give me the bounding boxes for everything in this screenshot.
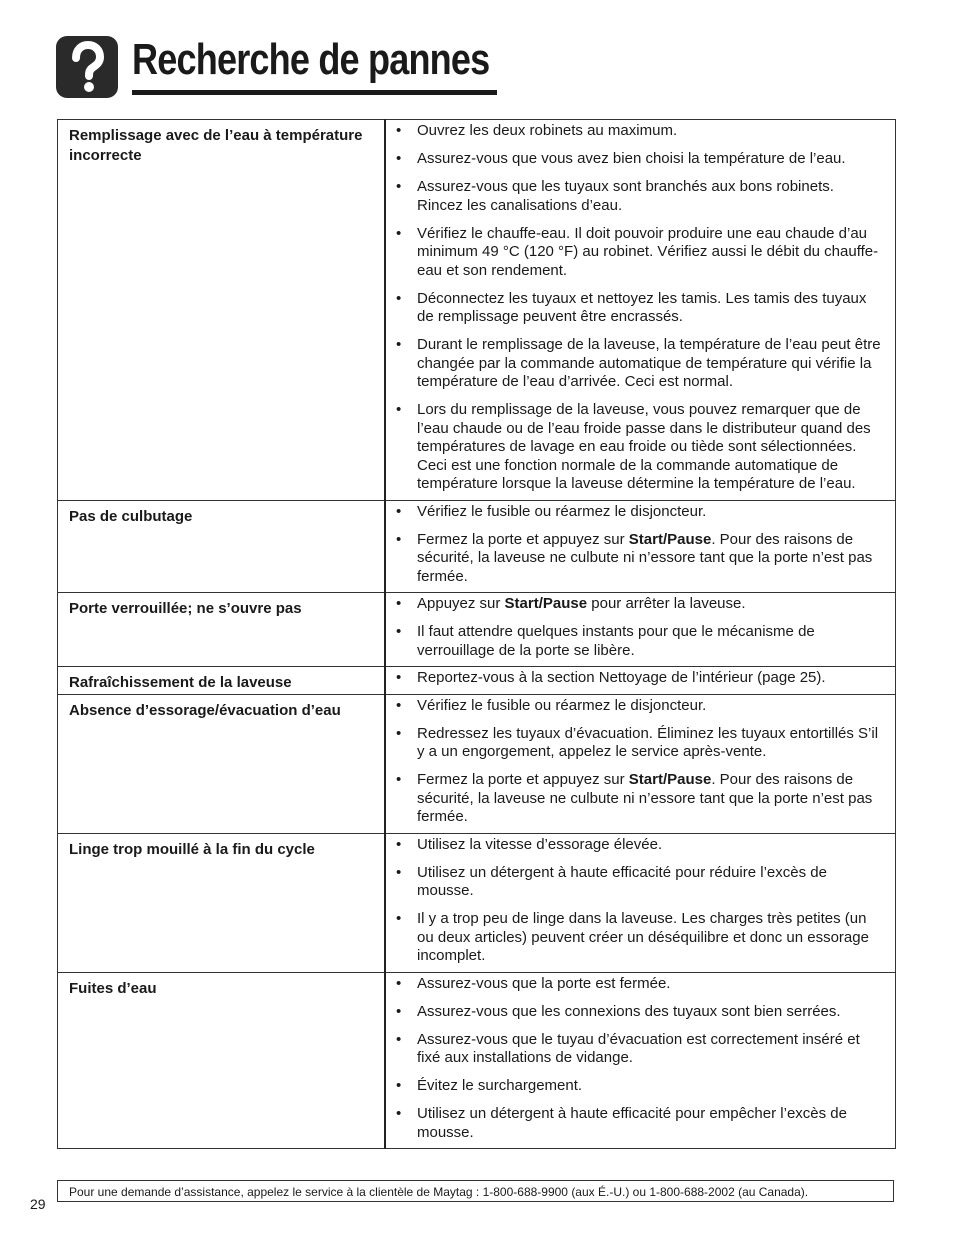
problem-label: Linge trop mouillé à la fin du cycle	[69, 840, 315, 858]
problem-cell	[58, 120, 386, 501]
solution-item: • Il y a trop peu de linge dans la laveuse. Les charges très petites (un ou deux articles) peuvent créer un déséquilibre et donc un essorage incomplet.	[394, 910, 881, 966]
solution-text: . Pour des raisons de sécurité, la laveuse ne culbute ni n’essore tant que la porte n’est pas fermée.	[417, 530, 873, 585]
solution-item	[394, 595, 881, 614]
assistance-footer: Pour une demande d’assistance, appelez le service à la clientèle de Maytag : 1-800-688-9900 (aux É.-U.) ou 1-800-688-2002 (au Canada).	[57, 1180, 894, 1202]
button-name-emphasis: Start/Pause	[504, 595, 588, 612]
solution-item: • Déconnectez les tuyaux et nettoyez les tamis. Les tamis des tuyaux de remplissage peuvent être encrassés.	[394, 290, 881, 327]
button-name-emphasis: Start/Pause	[628, 771, 712, 788]
table-row	[58, 694, 896, 833]
table-row	[58, 833, 896, 972]
solution-item: • Évitez le surchargement.	[394, 1077, 881, 1096]
problem-cell	[58, 833, 386, 972]
problem-cell	[58, 667, 386, 695]
solution-item: • Utilisez la vitesse d’essorage élevée.	[394, 836, 881, 855]
solution-item: • Redressez les tuyaux d’évacuation. Éliminez les tuyaux entortillés S’il y a un engorgement, appelez le service après-vente.	[394, 725, 881, 762]
solution-item	[394, 531, 881, 587]
page-header	[56, 34, 501, 100]
button-name-emphasis: Start/Pause	[628, 530, 712, 548]
problem-label: Pas de culbutage	[69, 507, 193, 525]
question-mark-icon	[56, 36, 118, 98]
solution-item	[394, 771, 881, 827]
solution-list	[394, 595, 881, 660]
solution-item: • Vérifiez le fusible ou réarmez le disjoncteur.	[394, 503, 881, 522]
table-row	[58, 667, 896, 695]
problem-label: Absence d’essorage/évacuation d’eau	[69, 701, 341, 719]
solution-list	[394, 122, 881, 494]
solution-text: . Pour des raisons de sécurité, la laveuse ne culbute ni n’essore tant que la porte n’est pas fermée.	[417, 771, 873, 825]
problem-cell	[58, 972, 386, 1149]
solution-item: • Ouvrez les deux robinets au maximum.	[394, 122, 881, 141]
page-number: 29	[30, 1196, 46, 1212]
solution-list	[394, 975, 881, 1143]
table-row	[58, 593, 896, 667]
solutions-cell	[385, 500, 896, 593]
solutions-cell	[385, 694, 896, 833]
problem-cell	[58, 593, 386, 667]
solution-list	[394, 836, 881, 966]
solution-item: • Assurez-vous que le tuyau d’évacuation est correctement inséré et fixé aux installations de vidange.	[394, 1031, 881, 1068]
solutions-cell	[385, 593, 896, 667]
page-title: Recherche de pannes	[132, 35, 490, 84]
solution-text: Fermez la porte et appuyez sur	[417, 771, 629, 788]
solution-item: • Vérifiez le fusible ou réarmez le disjoncteur.	[394, 697, 881, 716]
solution-list	[394, 503, 881, 587]
solution-item: • Reportez-vous à la section Nettoyage de l’intérieur (page 25).	[394, 669, 881, 688]
solution-item: • Assurez-vous que les connexions des tuyaux sont bien serrées.	[394, 1003, 881, 1022]
problem-label: Remplissage avec de l’eau à température incorrecte	[69, 127, 363, 164]
solution-text: Appuyez sur	[417, 595, 505, 612]
problem-cell	[58, 500, 386, 593]
table-row	[58, 120, 896, 501]
problem-label: Fuites d’eau	[69, 979, 157, 997]
solutions-cell	[385, 833, 896, 972]
solution-item: • Assurez-vous que la porte est fermée.	[394, 975, 881, 994]
solution-item: • Vérifiez le chauffe-eau. Il doit pouvoir produire une eau chaude d’au minimum 49 °C (120 °F) au robinet. Vérifiez aussi le débit du chauffe-eau et son rendement.	[394, 225, 881, 281]
solutions-cell	[385, 120, 896, 501]
solution-item: • Utilisez un détergent à haute efficacité pour réduire l’excès de mousse.	[394, 864, 881, 901]
solution-text: pour arrêter la laveuse.	[587, 595, 746, 612]
solutions-cell	[385, 972, 896, 1149]
solution-text: Fermez la porte et appuyez sur	[417, 530, 629, 548]
solution-item: • Utilisez un détergent à haute efficacité pour empêcher l’excès de mousse.	[394, 1105, 881, 1142]
title-underline	[132, 90, 497, 95]
problem-label: Porte verrouillée; ne s’ouvre pas	[69, 600, 302, 617]
solution-item: • Lors du remplissage de la laveuse, vous pouvez remarquer que de l’eau chaude ou de l’eau froide passe dans le distributeur quand des températures de lavage en eau froide ou tiède sont sélectionnées. Ceci est une fonction normale de la commande automatique de température lorsque la laveuse détermine la température de l’eau.	[394, 401, 881, 494]
solution-item: • Durant le remplissage de la laveuse, la température de l’eau peut être changée par la commande automatique de température qui vérifie la température de l’eau d’arrivée. Ceci est normal.	[394, 336, 881, 392]
problem-label: Rafraîchissement de la laveuse	[69, 674, 292, 691]
troubleshooting-table-body	[58, 120, 896, 1149]
troubleshooting-table	[57, 119, 896, 1149]
solution-list	[394, 669, 881, 688]
solutions-cell	[385, 667, 896, 695]
solution-item: • Assurez-vous que vous avez bien choisi la température de l’eau.	[394, 150, 881, 169]
solution-item: • Assurez-vous que les tuyaux sont branchés aux bons robinets. Rincez les canalisations d’eau.	[394, 178, 881, 215]
solution-list	[394, 697, 881, 827]
problem-cell	[58, 694, 386, 833]
table-row	[58, 500, 896, 593]
table-row	[58, 972, 896, 1149]
solution-item: • Il faut attendre quelques instants pour que le mécanisme de verrouillage de la porte se libère.	[394, 623, 881, 660]
